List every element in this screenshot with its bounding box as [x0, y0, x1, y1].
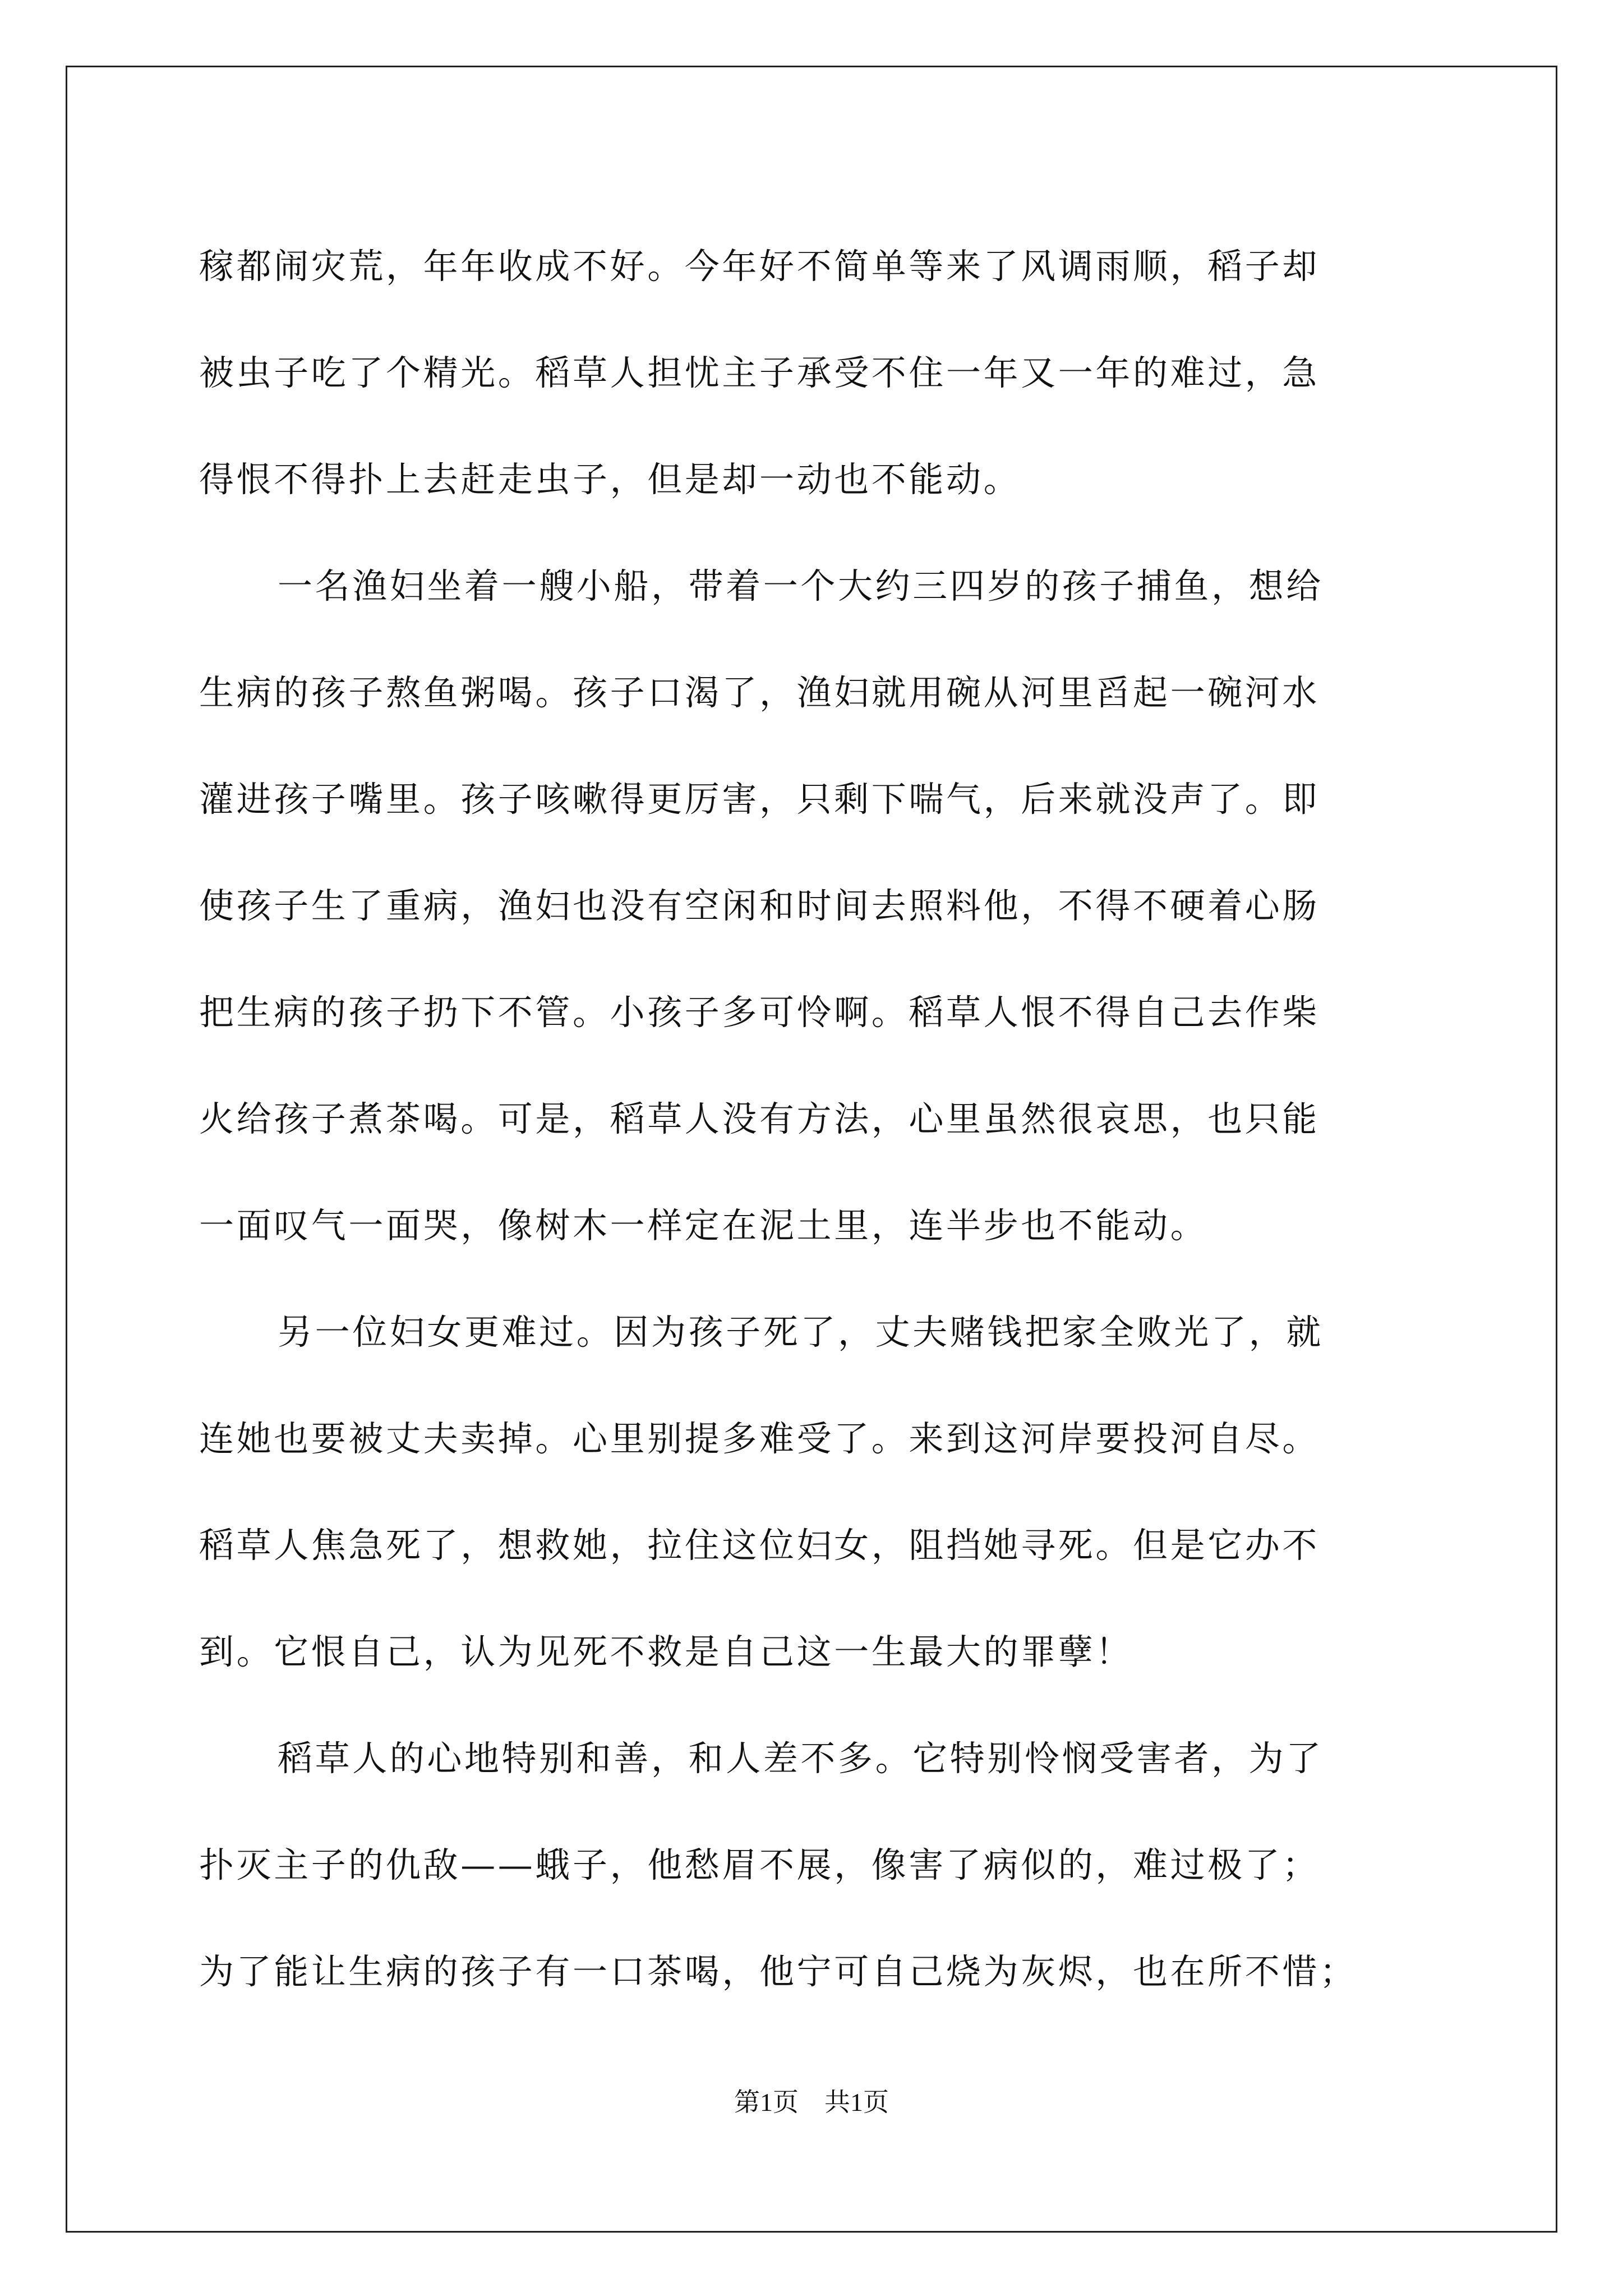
text-line-5: 生病的孩子熬鱼粥喝。孩子口渴了，渔妇就用碗从河里舀起一碗河水 [199, 672, 1320, 713]
text-line-8: 把生病的孩子扔下不管。小孩子多可怜啊。稻草人恨不得自己去作柴 [199, 992, 1320, 1033]
text-line-10: 一面叹气一面哭，像树木一样定在泥土里，连半步也不能动。 [199, 1205, 1208, 1246]
text-line-11: 另一位妇女更难过。因为孩子死了，丈夫赌钱把家全败光了，就 [278, 1312, 1324, 1352]
text-line-17: 为了能让生病的孩子有一口茶喝，他宁可自己烧为灰烬，也在所不惜； [199, 1951, 1357, 1992]
text-line-16: 扑灭主子的仇敌——蛾子，他愁眉不展，像害了病似的，难过极了； [199, 1844, 1320, 1885]
text-line-7: 使孩子生了重病，渔妇也没有空闲和时间去照料他，不得不硬着心肠 [199, 885, 1320, 926]
text-line-9: 火给孩子煮茶喝。可是，稻草人没有方法，心里虽然很哀思，也只能 [199, 1098, 1320, 1139]
text-line-2: 被虫子吃了个精光。稻草人担忧主子承受不住一年又一年的难过，急 [199, 352, 1320, 393]
page-footer [0, 2086, 1623, 2119]
text-line-6: 灌进孩子嘴里。孩子咳嗽得更厉害，只剩下喘气，后来就没声了。即 [199, 779, 1320, 820]
text-line-12: 连她也要被丈夫卖掉。心里别提多难受了。来到这河岸要投河自尽。 [199, 1418, 1320, 1459]
text-line-15: 稻草人的心地特别和善，和人差不多。它特别怜悯受害者，为了 [278, 1738, 1324, 1779]
text-line-3: 得恨不得扑上去赶走虫子，但是却一动也不能动。 [199, 459, 1021, 500]
text-line-4: 一名渔妇坐着一艘小船，带着一个大约三四岁的孩子捕鱼，想给 [278, 565, 1324, 606]
page-number: 第1页 共1页 [734, 2088, 889, 2116]
text-line-13: 稻草人焦急死了，想救她，拉住这位妇女，阻挡她寻死。但是它办不 [199, 1525, 1320, 1566]
text-line-1: 稼都闹灾荒，年年收成不好。今年好不简单等来了风调雨顺，稻子却 [199, 246, 1320, 287]
document-body [199, 213, 1433, 2025]
text-line-14: 到。它恨自己，认为见死不救是自己这一生最大的罪孽！ [199, 1631, 1133, 1672]
